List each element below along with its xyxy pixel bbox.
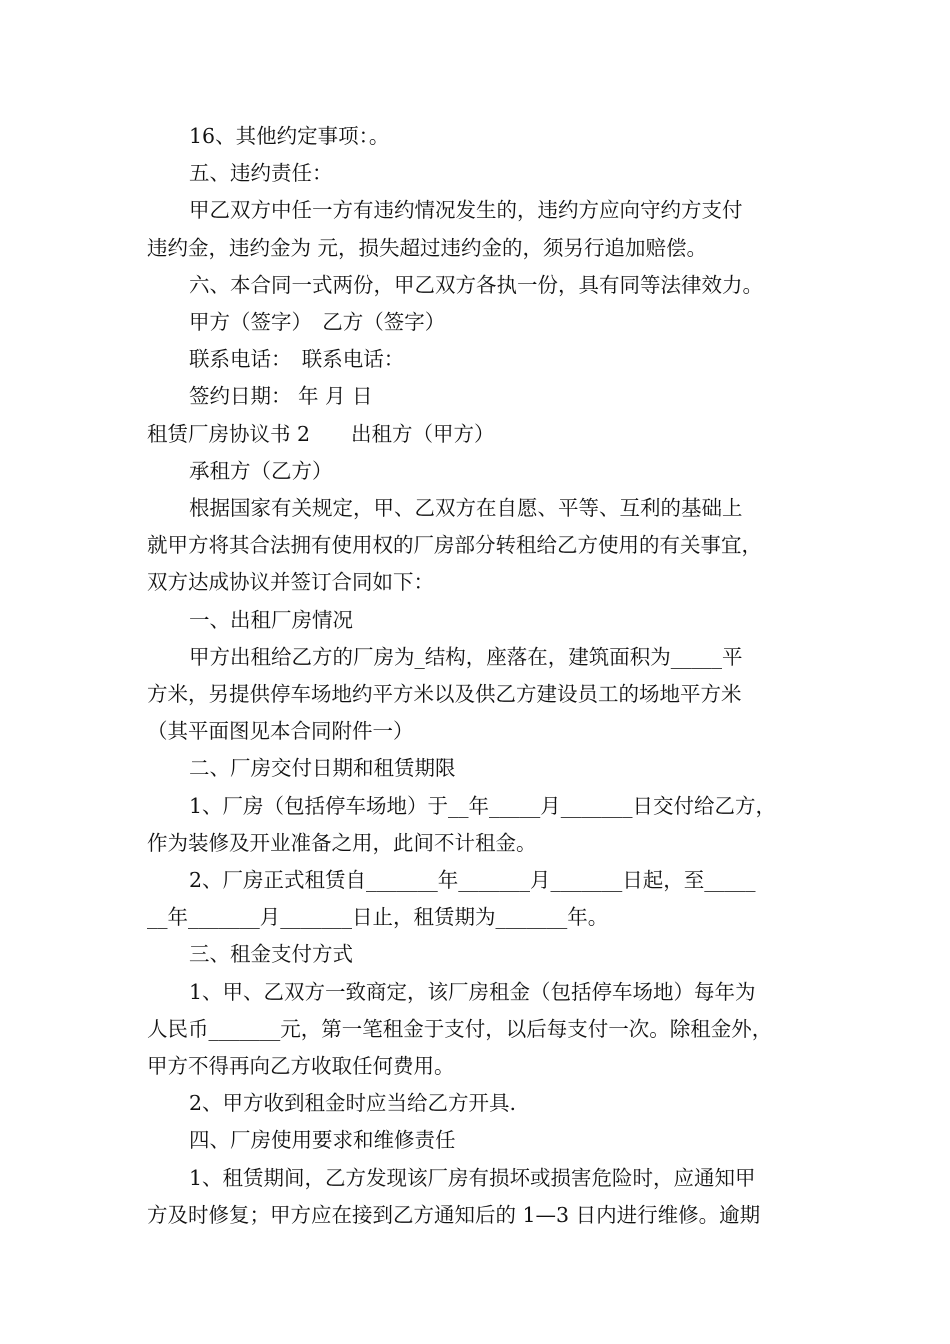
text-line: 人民币_______元，第一笔租金于支付，以后每支付一次。除租金外， [147, 1016, 773, 1041]
text-line: 根据国家有关规定，甲、乙双方在自愿、平等、互利的基础上 [189, 496, 743, 521]
text-line: 六、本合同一式两份，甲乙双方各执一份，具有同等法律效力。 [189, 272, 763, 297]
text-line: 五、违约责任： [189, 161, 333, 186]
text-line: 就甲方将其合法拥有使用权的厂房部分转租给乙方使用的有关事宜， [147, 533, 762, 558]
text-line: 三、租金支付方式 [189, 942, 353, 967]
text-line: 2、甲方收到租金时应当给乙方开具. [189, 1091, 517, 1116]
paragraph [147, 192, 817, 266]
text-line: 联系电话： 联系电话： [189, 347, 405, 372]
text-line: 作为装修及开业准备之用，此间不计租金。 [147, 830, 537, 855]
paragraph [147, 974, 817, 1086]
paragraph [147, 750, 817, 787]
text-line: （其平面图见本合同附件一） [147, 719, 414, 744]
text-line: 租赁厂房协议书 2 出租方（甲方） [147, 421, 495, 446]
document-body [147, 118, 817, 1234]
text-line: 二、厂房交付日期和租赁期限 [189, 756, 456, 781]
paragraph [147, 304, 817, 341]
text-line: 签约日期： 年 月 日 [189, 384, 373, 409]
text-line: 双方达成协议并签订合同如下： [147, 570, 434, 595]
paragraph [147, 788, 817, 862]
text-line: 甲乙双方中任一方有违约情况发生的，违约方应向守约方支付 [189, 198, 743, 223]
text-line: 1、甲、乙双方一致商定，该厂房租金（包括停车场地）每年为 [189, 979, 756, 1004]
text-line: 甲方（签字） 乙方（签字） [189, 310, 446, 335]
paragraph [147, 1122, 817, 1159]
text-line: 方米，另提供停车场地约平方米以及供乙方建设员工的场地平方米 [147, 682, 742, 707]
paragraph [147, 416, 817, 453]
text-line: 一、出租厂房情况 [189, 607, 353, 632]
paragraph [147, 1085, 817, 1122]
text-line: 承租方（乙方） [189, 458, 333, 483]
text-line: 甲方出租给乙方的厂房为_结构，座落在，建筑面积为_____平 [189, 644, 743, 669]
text-line: 违约金，违约金为 元，损失超过违约金的，须另行追加赔偿。 [147, 235, 708, 260]
text-line: 方及时修复；甲方应在接到乙方通知后的 1—3 日内进行维修。逾期 [147, 1202, 761, 1227]
text-line: 甲方不得再向乙方收取任何费用。 [147, 1054, 455, 1079]
paragraph [147, 453, 817, 490]
paragraph [147, 155, 817, 192]
text-line: 1、租赁期间，乙方发现该厂房有损坏或损害危险时，应通知甲 [189, 1165, 756, 1190]
text-line: 1、厂房（包括停车场地）于__年_____月_______日交付给乙方， [189, 793, 777, 818]
paragraph [147, 267, 817, 304]
text-line: 四、厂房使用要求和维修责任 [189, 1128, 456, 1153]
text-line: 2、厂房正式租赁自_______年_______月_______日起，至_____ [189, 868, 756, 893]
text-line: 16、其他约定事项：。 [189, 124, 390, 148]
paragraph [147, 936, 817, 973]
paragraph [147, 1160, 817, 1234]
paragraph [147, 378, 817, 415]
paragraph [147, 490, 817, 602]
paragraph [147, 341, 817, 378]
paragraph [147, 118, 817, 155]
paragraph [147, 862, 817, 936]
text-line: __年_______月_______日止，租赁期为_______年。 [147, 905, 609, 930]
paragraph [147, 639, 817, 751]
paragraph [147, 602, 817, 639]
